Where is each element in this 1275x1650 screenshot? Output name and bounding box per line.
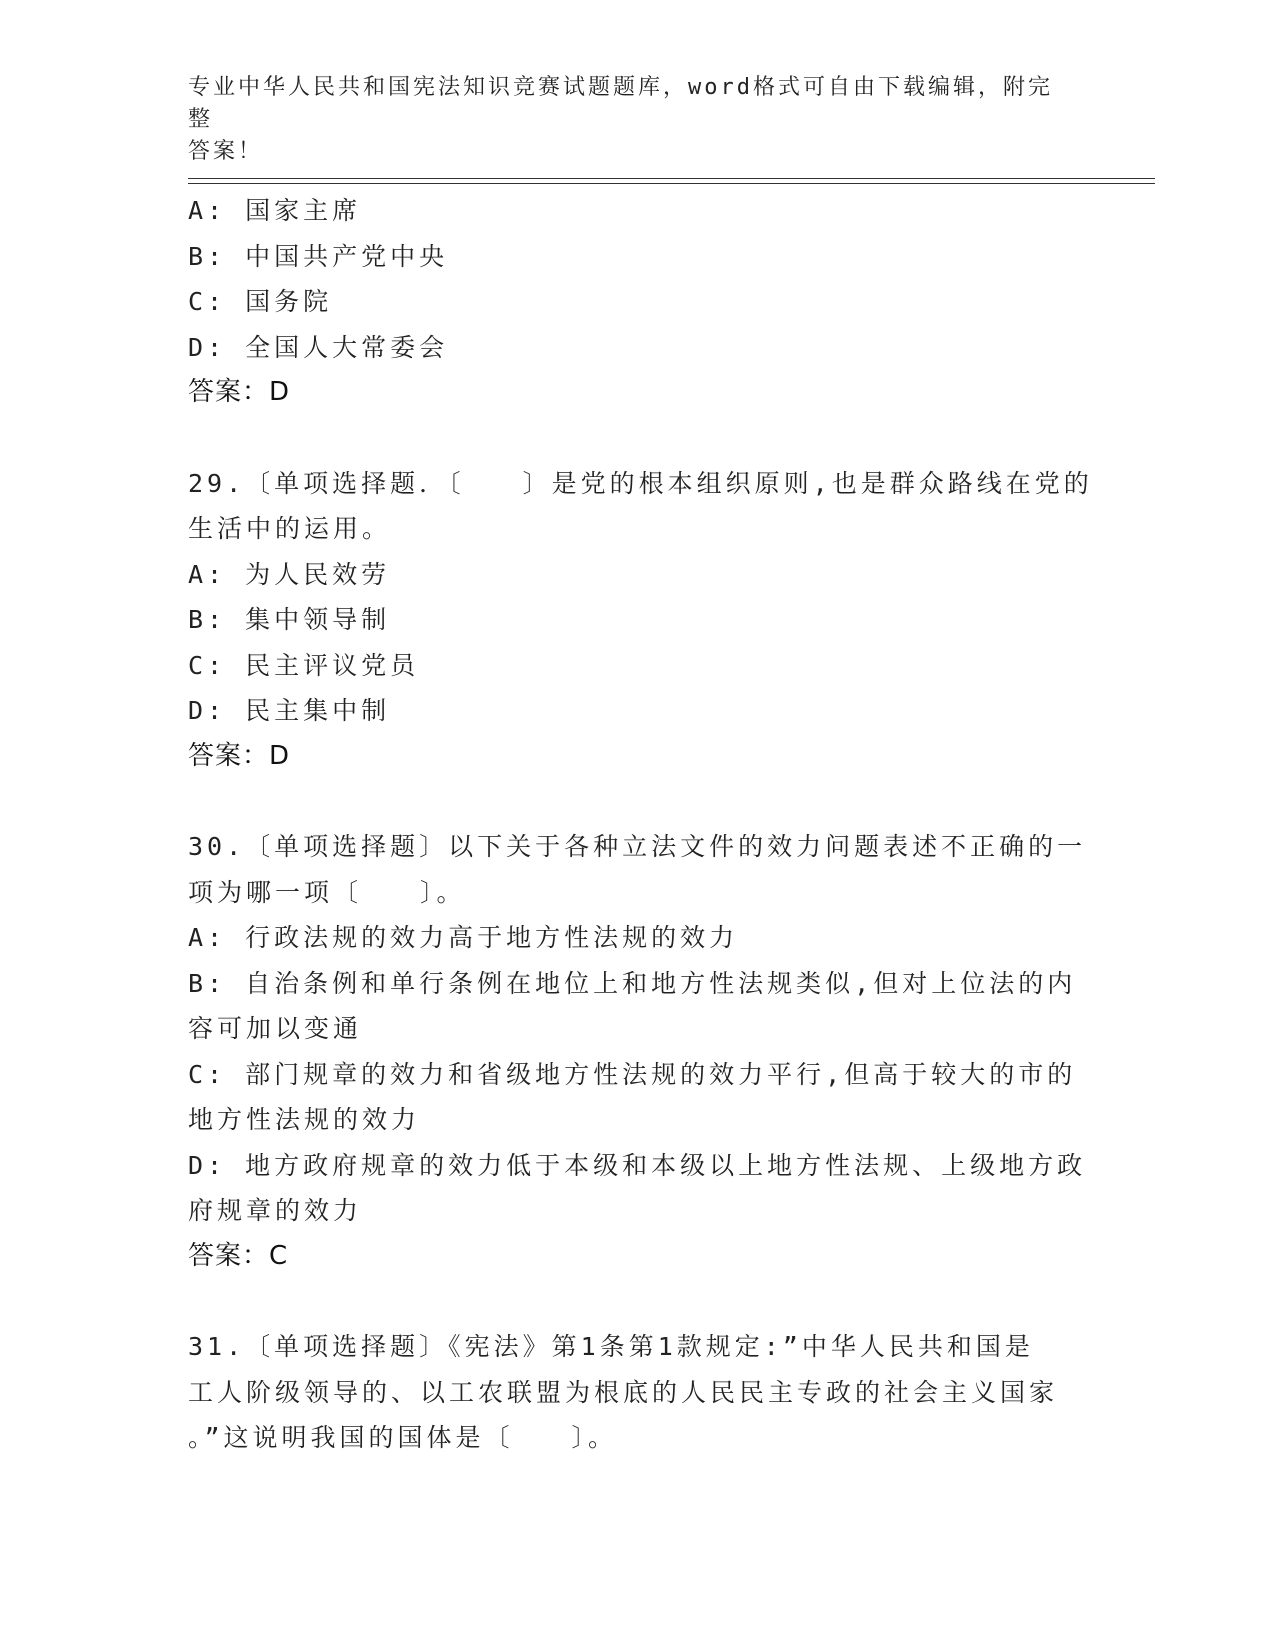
question-stem-line: 29.〔单项选择题．〔 〕是党的根本组织原则,也是群众路线在党的 xyxy=(188,468,1093,498)
answer-label: 答案：D xyxy=(188,740,291,771)
option-d: D: 民主集中制 xyxy=(188,696,391,725)
header-line-1: 专业中华人民共和国宪法知识竞赛试题题库，word格式可自由下载编辑，附完整 xyxy=(188,75,1053,132)
option-b: B: 中国共产党中央 xyxy=(188,241,449,271)
option-c-continued: 地方性法规的效力 xyxy=(188,1105,421,1134)
question-31 xyxy=(188,1324,1078,1461)
option-a: A: 为人民效劳 xyxy=(188,559,391,589)
question-29 xyxy=(188,461,1093,780)
header-line-2: 答案！ xyxy=(188,139,264,164)
header-divider-bottom xyxy=(188,183,1155,184)
answer-label: 答案：D xyxy=(188,377,291,407)
option-c: C: 民主评议党员 xyxy=(188,650,420,680)
option-a: A: 国家主席 xyxy=(188,196,362,225)
option-d: D: 地方政府规章的效力低于本级和本级以上地方性法规、上级地方政 xyxy=(188,1150,1087,1180)
question-stem-line: 30.〔单项选择题〕以下关于各种立法文件的效力问题表述不正确的一 xyxy=(188,832,1087,861)
question-stem-line: 31.〔单项选择题〕《宪法》第1条第1款规定:”中华人民共和国是 xyxy=(188,1332,1034,1361)
question-stem-line: 。”这说明我国的国体是〔 〕。 xyxy=(188,1423,618,1452)
document-body xyxy=(188,188,1093,1461)
question-stem-line: 生活中的运用。 xyxy=(188,514,392,543)
question-stem-line: 工人阶级领导的、以工农联盟为根底的人民民主专政的社会主义国家 xyxy=(188,1377,1059,1407)
option-b: B: 自治条例和单行条例在地位上和地方性法规类似,但对上位法的内 xyxy=(188,968,1077,998)
option-d: D: 全国人大常委会 xyxy=(188,332,449,362)
question-30 xyxy=(188,824,1087,1279)
option-c: C: 部门规章的效力和省级地方性法规的效力平行,但高于较大的市的 xyxy=(188,1059,1077,1089)
option-c: C: 国务院 xyxy=(188,287,333,316)
question-stem-line: 项为哪一项〔 〕。 xyxy=(188,877,466,907)
document-header xyxy=(188,72,1068,168)
option-b: B: 集中领导制 xyxy=(188,605,391,634)
spacer xyxy=(188,1279,1078,1324)
option-d-continued: 府规章的效力 xyxy=(188,1196,363,1225)
spacer xyxy=(188,416,1078,461)
option-a: A: 行政法规的效力高于地方性法规的效力 xyxy=(188,923,739,952)
question-28 xyxy=(188,188,1078,416)
spacer xyxy=(188,779,1078,824)
answer-label: 答案：C xyxy=(188,1240,289,1271)
header-divider-top xyxy=(188,178,1155,179)
option-b-continued: 容可加以变通 xyxy=(188,1014,363,1043)
